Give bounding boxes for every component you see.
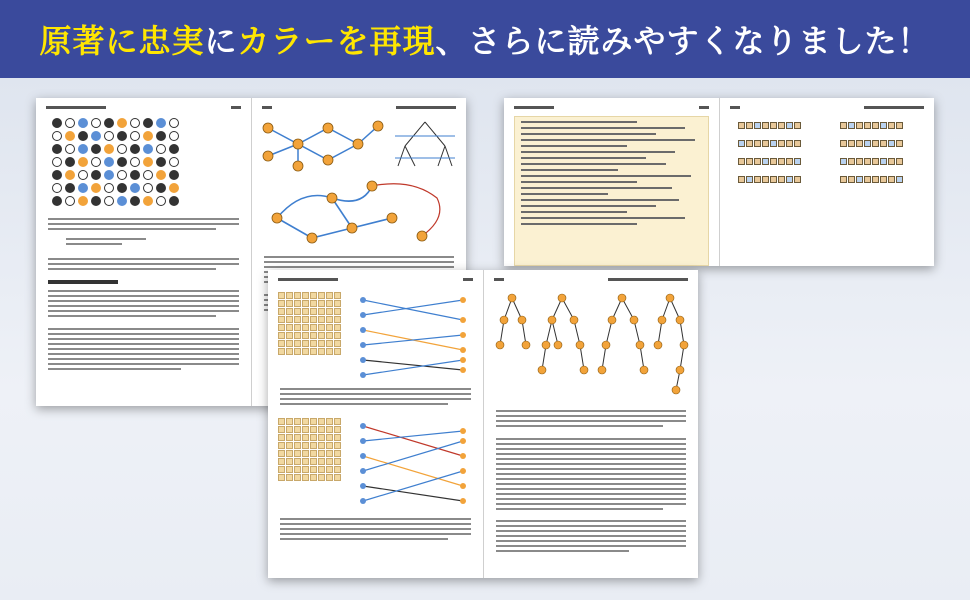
array-row [738, 122, 801, 129]
array-row [738, 176, 801, 183]
matrix-figure-a [278, 292, 341, 355]
array-row [840, 122, 903, 129]
bipartite-figure-a [353, 290, 473, 380]
tree-figure [390, 116, 460, 172]
spread-1-left-page [36, 98, 251, 406]
array-row [840, 176, 903, 183]
bipartite-figure-b [353, 416, 473, 506]
graph-figure-b [262, 178, 452, 248]
spread-3-left-page [268, 270, 483, 578]
banner-text-3: 読みやすく [567, 22, 733, 60]
tree-forest-figure [492, 290, 692, 400]
spread-2-right-page [719, 98, 935, 266]
graph-node-grid [52, 118, 179, 206]
matrix-figure-b [278, 418, 341, 481]
book-spread-pseudocode-and-arrays [504, 98, 934, 266]
array-row [840, 140, 903, 147]
spread-3-right-page [483, 270, 699, 578]
banner-text-2: 、さらに [435, 22, 568, 60]
banner-text-highlight-2: カラーを再現 [237, 22, 436, 60]
pseudocode-box [514, 116, 709, 266]
banner-text-1: に [204, 22, 238, 60]
spread-2-left-page [504, 98, 719, 266]
array-row [738, 140, 801, 147]
banner-text-4: なりました！ [732, 22, 931, 60]
array-row [840, 158, 903, 165]
graph-figure-a [258, 116, 388, 172]
promo-banner [0, 0, 970, 78]
book-spread-bipartite-matching [268, 270, 698, 578]
array-row [738, 158, 801, 165]
banner-text-highlight-1: 原著に忠実 [39, 22, 205, 60]
